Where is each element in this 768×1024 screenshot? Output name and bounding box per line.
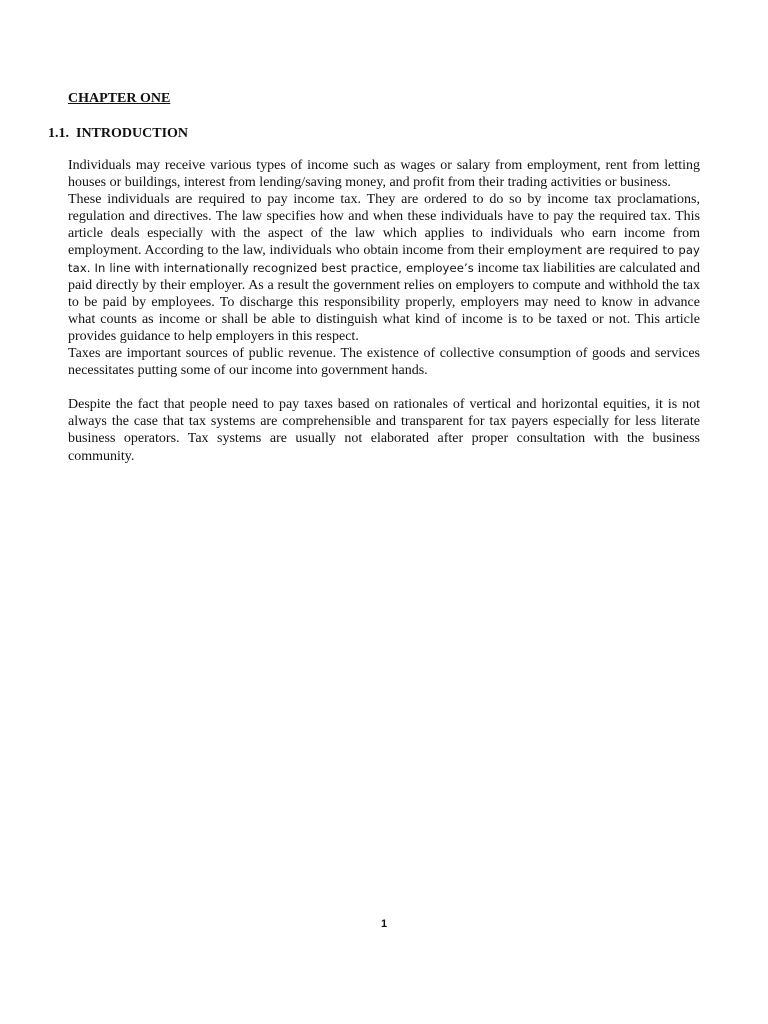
body-text (68, 157, 700, 465)
chapter-heading: CHAPTER ONE (68, 91, 171, 106)
paragraph-tax-equities: Despite the fact that people need to pay taxes based on rationales of vertical and horizontal equities, it is not always the case that tax systems are comprehensible and transparent for tax payers especially for less literate business operators. Tax systems are usually not elaborated after proper consultation with the business community. (68, 397, 700, 464)
page-number: 1 (380, 918, 388, 930)
section-heading (48, 125, 188, 142)
paragraph-income-tax-obligation (68, 191, 700, 345)
section-number: 1.1. (48, 126, 69, 141)
section-title: INTRODUCTION (76, 126, 189, 141)
paragraph-text-part-sans: employment are required to pay tax. In line with internationally recognized best practice, employee’s (68, 243, 700, 275)
paragraph-public-revenue: Taxes are important sources of public revenue. The existence of collective consumption of goods and services necessitates putting some of our income into government hands. (68, 346, 700, 379)
paragraph-text-part: These individuals are required to pay income tax. They are ordered to do so by income tax proclamations, regulation and directives. The law specifies how and when these individuals have to pay the required tax. This article deals especially with the aspect of the law which applies to individuals who earn income from employment. According to the law, individuals who obtain income from their (68, 192, 700, 259)
paragraph-text-part: income tax liabilities are calculated and paid directly by their employer. As a result the government relies on employers to compute and withhold the tax to be paid by employees. To discharge this responsibility properly, employers may need to know in advance what counts as income or shall be able to distinguish what kind of income is to be taxed or not. This article provides guidance to help employers in this respect. (68, 260, 700, 344)
paragraph-income-types: Individuals may receive various types of income such as wages or salary from employment, rent from letting houses or buildings, interest from lending/saving money, and profit from their trading activities or business. (68, 158, 700, 191)
